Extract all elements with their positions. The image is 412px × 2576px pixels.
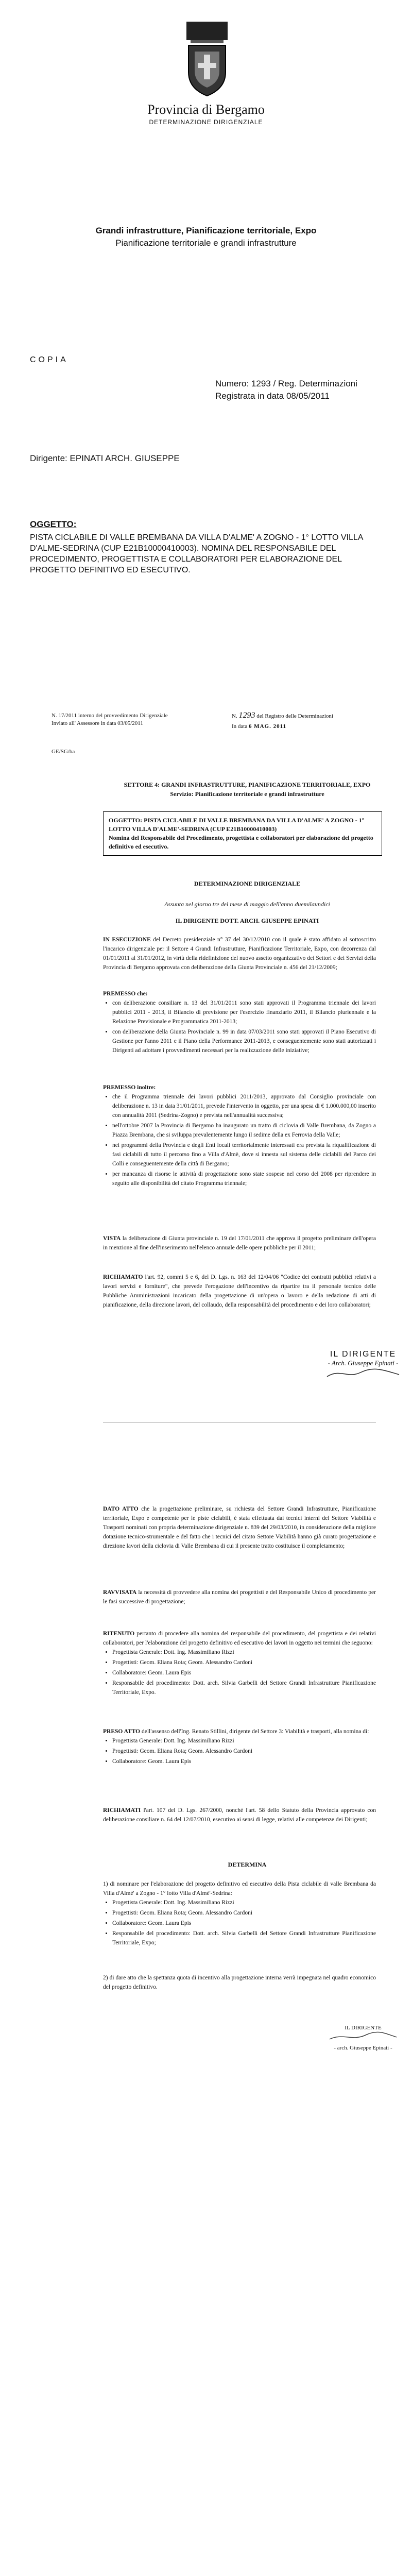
dirigente-heading: IL DIRIGENTE DOTT. ARCH. GIUSEPPE EPINATI bbox=[175, 917, 319, 924]
list-item: • Progettisti: Geom. Eliana Rota; Geom. Alessandro Cardoni bbox=[112, 1747, 376, 1756]
oggetto-text: PISTA CICLABILE DI VALLE BREMBANA DA VILLA D'ALME' A ZOGNO - 1° LOTTO VILLA D'ALME-SEDRINA (CUP E21B10000410003). NOMINA DEL RESPONSABILE DEL PROCEDIMENTO, PROGETTISTA E COLLABORATORI PER ELABORAZIONE DEL PROGETTO DEFINITIVO ED ESECUTIVO. bbox=[30, 533, 363, 574]
preso-atto-section bbox=[103, 1727, 376, 1767]
copia-label: COPIA bbox=[30, 355, 68, 364]
richiamato-lead: RICHIAMATO bbox=[103, 1274, 143, 1280]
preso-atto-text: dell'assenso dell'Ing. Renato Stillini, dirigente del Settore 3: Viabilità e trasporti, alla nomina di: bbox=[142, 1728, 369, 1735]
richiamati-lead: RICHIAMATI bbox=[103, 1807, 141, 1814]
vista-lead: VISTA bbox=[103, 1235, 121, 1242]
esecuzione-text: del Decreto presidenziale n° 37 del 30/12/2010 con il quale è stato affidato al sottoscritto l'incarico dirigenziale per il Settore 4 Grandi Infrastrutture, Pianificazione Territoriale, Expo, con decorrenza dal 01/01/2011 al 31/01/2012, in virtù della ridefinizione del nuovo assetto organizzativo dei Settori e dei Servizi della Provincia di Bergamo approvata con deliberazione della Giunta Provinciale n. 456 del 21/12/2009; bbox=[103, 937, 376, 971]
meta-sent-date: Inviato all' Assessore in data 03/05/2011 bbox=[52, 720, 143, 726]
premesso-inoltre-lead: PREMESSO inoltre: bbox=[103, 1084, 156, 1091]
area-subtitle: Pianificazione territoriale e grandi infrastrutture bbox=[115, 238, 297, 248]
meta-date-label: In data bbox=[232, 723, 248, 730]
list-item: • Progettisti: Geom. Eliana Rota; Geom. Alessandro Cardoni bbox=[112, 1658, 376, 1667]
list-item: • Collaboratore: Geom. Laura Epis bbox=[112, 1668, 376, 1677]
esecuzione-paragraph bbox=[103, 935, 376, 972]
determinazione-title: DETERMINAZIONE DIRIGENZIALE bbox=[194, 880, 301, 887]
signature-1-name: - Arch. Giuseppe Epinati - bbox=[328, 1359, 399, 1367]
meta-n-handwritten: 1293 bbox=[238, 711, 255, 720]
oggetto-box-title: OGGETTO: PISTA CICLABILE DI VALLE BREMBANA DA VILLA D'ALME' A ZOGNO - 1° LOTTO VILLA D'ALME'-SEDRINA (CUP E21B10000410003) bbox=[109, 817, 365, 833]
list-item: • nell'ottobre 2007 la Provincia di Bergamo ha inaugurato un tratto di ciclovia di Valle Brembana, da Zogno a Piazza Brembana, che si sviluppa prevalentemente lungo il sedime della ex Ferrovia della Valle; bbox=[112, 1121, 376, 1140]
list-item: • Progettista Generale: Dott. Ing. Massimiliano Rizzi bbox=[112, 1648, 376, 1657]
meta-internal-number: N. 17/2011 interno del provvedimento Dirigenziale bbox=[52, 713, 168, 719]
oggetto-box bbox=[103, 811, 382, 856]
dirigente-line: Dirigente: EPINATI ARCH. GIUSEPPE bbox=[30, 453, 180, 463]
determina-point-1 bbox=[103, 1879, 376, 1948]
vista-paragraph bbox=[103, 1234, 376, 1252]
assunta-line: Assunta nel giorno tre del mese di maggio dell'anno duemilaundici bbox=[164, 901, 330, 908]
list-item: • nei programmi della Provincia e degli Enti locali territorialmente interessati era prevista la riqualificazione di fasi ciclabili di tutto il percorso fino a Villa d'Almè, dove si innesta sul sistema delle ciclabili del Parco dei Colli e conseguentemente della città di Bergamo; bbox=[112, 1141, 376, 1168]
vista-text: la deliberazione di Giunta provinciale n. 19 del 17/01/2011 che approva il progetto preliminare dell'opera in menzione al fine dell'inserimento nell'elenco annuale delle opere pubbliche per il 2011; bbox=[103, 1235, 376, 1251]
ravvisata-paragraph bbox=[103, 1588, 376, 1606]
list-item: • Progettisti: Geom. Eliana Rota; Geom. Alessandro Cardoni bbox=[112, 1908, 376, 1918]
premesso-section bbox=[103, 989, 376, 1056]
richiamato-text: l'art. 92, commi 5 e 6, del D. Lgs. n. 163 del 12/04/06 "Codice dei contratti pubblici relativi a lavori servizi e forniture", che prevede l'erogazione dell'incentivo da ripartire tra il personale tecnico delle Pubbliche Amministrazioni incaricato della progettazione di un'opera o lavoro e della redazione di atti di pianificazione, della direzione lavori, del collaudo, della responsabilità del procedimento e dei loro collaboratori; bbox=[103, 1274, 376, 1308]
list-item: • con deliberazione consiliare n. 13 del 31/01/2011 sono stati approvati il Programma triennale dei lavori pubblici 2011 - 2013, il Bilancio di previsione per l'esercizio finanziario 2011, il Bilancio pluriennale e la Relazione Previsionale e Programmatica 2011-2013; bbox=[112, 998, 376, 1026]
list-item: • Responsabile del procedimento: Dott. arch. Silvia Garbelli del Settore Grandi Infrastrutture Pianificazione Territoriale, Expo; bbox=[112, 1929, 376, 1947]
meta-initials: GE/SG/ba bbox=[52, 749, 75, 755]
signature-block-2 bbox=[319, 2025, 407, 2051]
ravvisata-lead: RAVVISATA bbox=[103, 1589, 137, 1596]
signature-2-title: IL DIRIGENTE bbox=[345, 2025, 382, 2031]
ravvisata-text: la necessità di provvedere alla nomina dei progettisti e del Responsabile Unico di procedimento per le fasi successive di progettazione; bbox=[103, 1589, 376, 1605]
signature-2-scribble-icon bbox=[324, 2031, 402, 2042]
dato-atto-text: che la progettazione preliminare, su richiesta del Settore Grandi Infrastrutture, Pianificazione territoriale, Expo e competente per le piste ciclabili, è stata effettuata dai tecnici interni del Settore Viabilità e Trasporti nominati con propria determinazione dirigenziale n. 839 del 29/03/2010, in considerazione della migliore dotazione tecnico-strumentale e del fatto che i tecnici del citato Settore Viabilità hanno già curato progettazione e direzione lavori della ciclovia di Valle Brembana di cui il presente tratto costituisce il completamento; bbox=[103, 1506, 376, 1549]
signature-block-1 bbox=[319, 1350, 407, 1382]
area-title: Grandi infrastrutture, Pianificazione territoriale, Expo bbox=[95, 226, 317, 235]
org-name: Provincia di Bergamo bbox=[147, 102, 265, 117]
ritenuto-text: pertanto di procedere alla nomina del responsabile del procedimento, del progettista e dei relativi collaboratori, per l'elaborazione del progetto definitivo ed esecutivo dei lavori in oggetto nei termini che seguono: bbox=[103, 1631, 376, 1646]
ritenuto-lead: RITENUTO bbox=[103, 1631, 135, 1637]
list-item: • Progettista Generale: Dott. Ing. Massimiliano Rizzi bbox=[112, 1736, 376, 1745]
org-subtitle: DETERMINAZIONE DIRIGENZIALE bbox=[149, 118, 263, 126]
meta-n-label: N. bbox=[232, 713, 237, 719]
list-item: • che il Programma triennale dei lavori pubblici 2011/2013, approvato dal Consiglio provinciale con deliberazione n. 13 in data 31/01/2011, prevede l'intervento in oggetto, per una spesa di € 1.000.000,00 inserito con annualità 2011 (Sedrina-Zogno) e prevista nell'annualità successiva; bbox=[112, 1092, 376, 1120]
oggetto-box-subject: Nomina del Responsabile del Procedimento, progettista e collaboratori per elaborazione del progetto definitivo ed esecutivo. bbox=[109, 834, 373, 850]
richiamato-paragraph bbox=[103, 1273, 376, 1310]
list-item: • Collaboratore: Geom. Laura Epis bbox=[112, 1919, 376, 1928]
provincia-crest-icon bbox=[183, 21, 231, 98]
meta-date-stamp: 6 MAG. 2011 bbox=[248, 723, 287, 730]
list-item: • con deliberazione della Giunta Provinciale n. 99 in data 07/03/2011 sono stati approvati il Piano Esecutivo di Gestione per l'anno 2011 e il Piano della Performance 2011-2013, e conseguentemente sono stati autorizzati i Dirigenti ad adottare i provvedimenti necessari per la realizzazione delle iniziative; bbox=[112, 1027, 376, 1055]
oggetto-label: OGGETTO: bbox=[30, 519, 77, 529]
dato-atto-paragraph bbox=[103, 1504, 376, 1551]
servizio-title: Servizio: Pianificazione territoriale e grandi infrastrutture bbox=[170, 790, 324, 798]
list-item: • Responsabile del procedimento: Dott. arch. Silvia Garbelli del Settore Grandi Infrastrutture Pianificazione Territoriale, Expo. bbox=[112, 1679, 376, 1697]
signature-2-name: - arch. Giuseppe Epinati - bbox=[334, 2045, 392, 2051]
determina-1-text: 1) di nominare per l'elaborazione del progetto definitivo ed esecutivo della Pista ciclabile di valle Brembana da Villa d'Almè' a Zogno - 1° lotto Villa d'Almè'-Sedrina: bbox=[103, 1881, 376, 1896]
preso-atto-lead: PRESO ATTO bbox=[103, 1728, 141, 1735]
premesso-lead: PREMESSO che: bbox=[103, 991, 148, 997]
dato-atto-lead: DATO ATTO bbox=[103, 1506, 139, 1512]
premesso-inoltre-section bbox=[103, 1083, 376, 1189]
registration-date: Registrata in data 08/05/2011 bbox=[215, 391, 330, 401]
settore-title: SETTORE 4: GRANDI INFRASTRUTTURE, PIANIFICAZIONE TERRITORIALE, EXPO bbox=[124, 781, 371, 788]
registration-number: Numero: 1293 / Reg. Determinazioni bbox=[215, 379, 357, 388]
richiamati-text: l'art. 107 del D. Lgs. 267/2000, nonché l'art. 58 dello Statuto della Provincia approvato con deliberazione consiliare n. 64 del 12/07/2010, esecutivo ai sensi di legge, relativi alle competenze dei Dirigenti; bbox=[103, 1807, 376, 1823]
list-item: • Progettista Generale: Dott. Ing. Massimiliano Rizzi bbox=[112, 1898, 376, 1907]
determina-point-2: 2) di dare atto che la spettanza quota di incentivo alla progettazione interna verrà impegnata nel quadro economico del progetto definitivo. bbox=[103, 1975, 376, 1990]
meta-register-date bbox=[232, 723, 286, 730]
meta-register-text: del Registro delle Determinazioni bbox=[256, 713, 333, 719]
ritenuto-section bbox=[103, 1629, 376, 1698]
signature-1-scribble-icon bbox=[324, 1367, 402, 1380]
list-item: • per mancanza di risorse le attività di progettazione sono state sospese nel corso del 2008 per riprendere in seguito alle disponibilità del citato Programma triennale; bbox=[112, 1170, 376, 1188]
list-item: • Collaboratore: Geom. Laura Epis bbox=[112, 1757, 376, 1766]
richiamati-paragraph bbox=[103, 1806, 376, 1824]
signature-1-title: IL DIRIGENTE bbox=[330, 1350, 397, 1359]
determina-title: DETERMINA bbox=[228, 1861, 267, 1868]
meta-register-number bbox=[232, 712, 333, 720]
esecuzione-lead: IN ESECUZIONE bbox=[103, 937, 151, 943]
